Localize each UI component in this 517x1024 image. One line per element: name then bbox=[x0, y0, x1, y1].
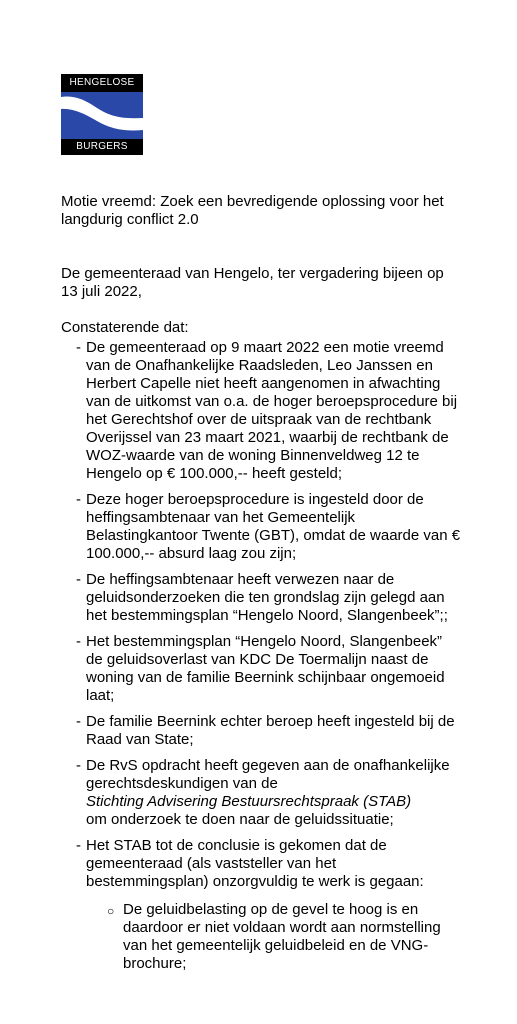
dash-bullet: - bbox=[76, 491, 81, 508]
list-item-text: De gemeenteraad op 9 maart 2022 een motie vreemd van de Onafhankelijke Raadsleden, Leo Janssen en Herbert Capelle niet heeft aangenomen in afwachting van de uitkomst van o.a. de hoger beroepsprocedure bij het Gerechtshof over de uitspraak van de rechtbank Overijssel van 23 maart 2021, waarbij de rechtbank de WOZ-waarde van de woning Binnenveldweg 12 te Hengelo op € 100.000,-- heeft gesteld; bbox=[86, 339, 458, 482]
motion-title: Motie vreemd: Zoek een bevredigende oplossing voor het langdurig conflict 2.0 bbox=[61, 193, 444, 228]
list-item-text: Het bestemmingsplan “Hengelo Noord, Slangenbeek” de geluidsoverlast van KDC De Toermalijn naast de woning van de familie Beernink schijnbaar ongemoeid laat; bbox=[86, 633, 445, 704]
list-item-text: De familie Beernink echter beroep heeft ingesteld bij de Raad van State; bbox=[86, 713, 455, 748]
circle-bullet-icon: ○ bbox=[107, 904, 115, 918]
intro-paragraph: De gemeenteraad van Hengelo, ter vergadering bijeen op 13 juli 2022, bbox=[61, 265, 444, 300]
list-item bbox=[76, 757, 461, 829]
dash-bullet: - bbox=[76, 837, 81, 854]
list-item bbox=[76, 339, 461, 483]
list-item-text: De heffingsambtenaar heeft verwezen naar de geluidsonderzoeken die ten grondslag zijn gelegd aan het bestemmingsplan “Hengelo Noord, Slangenbeek”;; bbox=[86, 571, 448, 624]
list-item bbox=[76, 837, 461, 973]
logo-top-text: HENGELOSE bbox=[69, 77, 135, 88]
list-item-text: Deze hoger beroepsprocedure is ingesteld door de heffingsambtenaar van het Gemeentelijk Belastingkantoor Twente (GBT), omdat de waarde van € 100.000,-- absurd laag zou zijn; bbox=[86, 491, 461, 562]
dash-bullet: - bbox=[76, 633, 81, 650]
list-item-text-before: De RvS opdracht heeft gegeven aan de onafhankelijke gerechtsdeskundigen van de bbox=[86, 757, 450, 792]
constaterende-heading: Constaterende dat: bbox=[61, 319, 189, 336]
sub-list-item bbox=[107, 901, 461, 973]
dash-bullet: - bbox=[76, 339, 81, 356]
constaterende-list bbox=[61, 339, 461, 973]
sub-list bbox=[86, 901, 461, 973]
list-item-text: Het STAB tot de conclusie is gekomen dat de gemeenteraad (als vaststeller van het bestemmingsplan) onzorgvuldig te werk is gegaan: bbox=[86, 837, 424, 890]
logo-bottom-text: BURGERS bbox=[76, 141, 128, 152]
list-item bbox=[76, 491, 461, 563]
dash-bullet: - bbox=[76, 757, 81, 774]
stab-italic-name: Stichting Advisering Bestuursrechtspraak (STAB) bbox=[86, 793, 412, 810]
list-item-text-after: om onderzoek te doen naar de geluidssituatie; bbox=[86, 811, 394, 828]
list-item bbox=[76, 571, 461, 625]
sub-list-item-text: De geluidbelasting op de gevel te hoog is en daardoor er niet voldaan wordt aan normstelling van het gemeentelijk geluidbeleid en de VNG-brochure; bbox=[123, 901, 441, 972]
motion-document bbox=[61, 193, 461, 981]
logo-wave-graphic bbox=[61, 92, 143, 139]
list-item bbox=[76, 633, 461, 705]
list-item bbox=[76, 713, 461, 749]
dash-bullet: - bbox=[76, 571, 81, 588]
dash-bullet: - bbox=[76, 713, 81, 730]
hengelose-burgers-logo bbox=[61, 74, 143, 155]
